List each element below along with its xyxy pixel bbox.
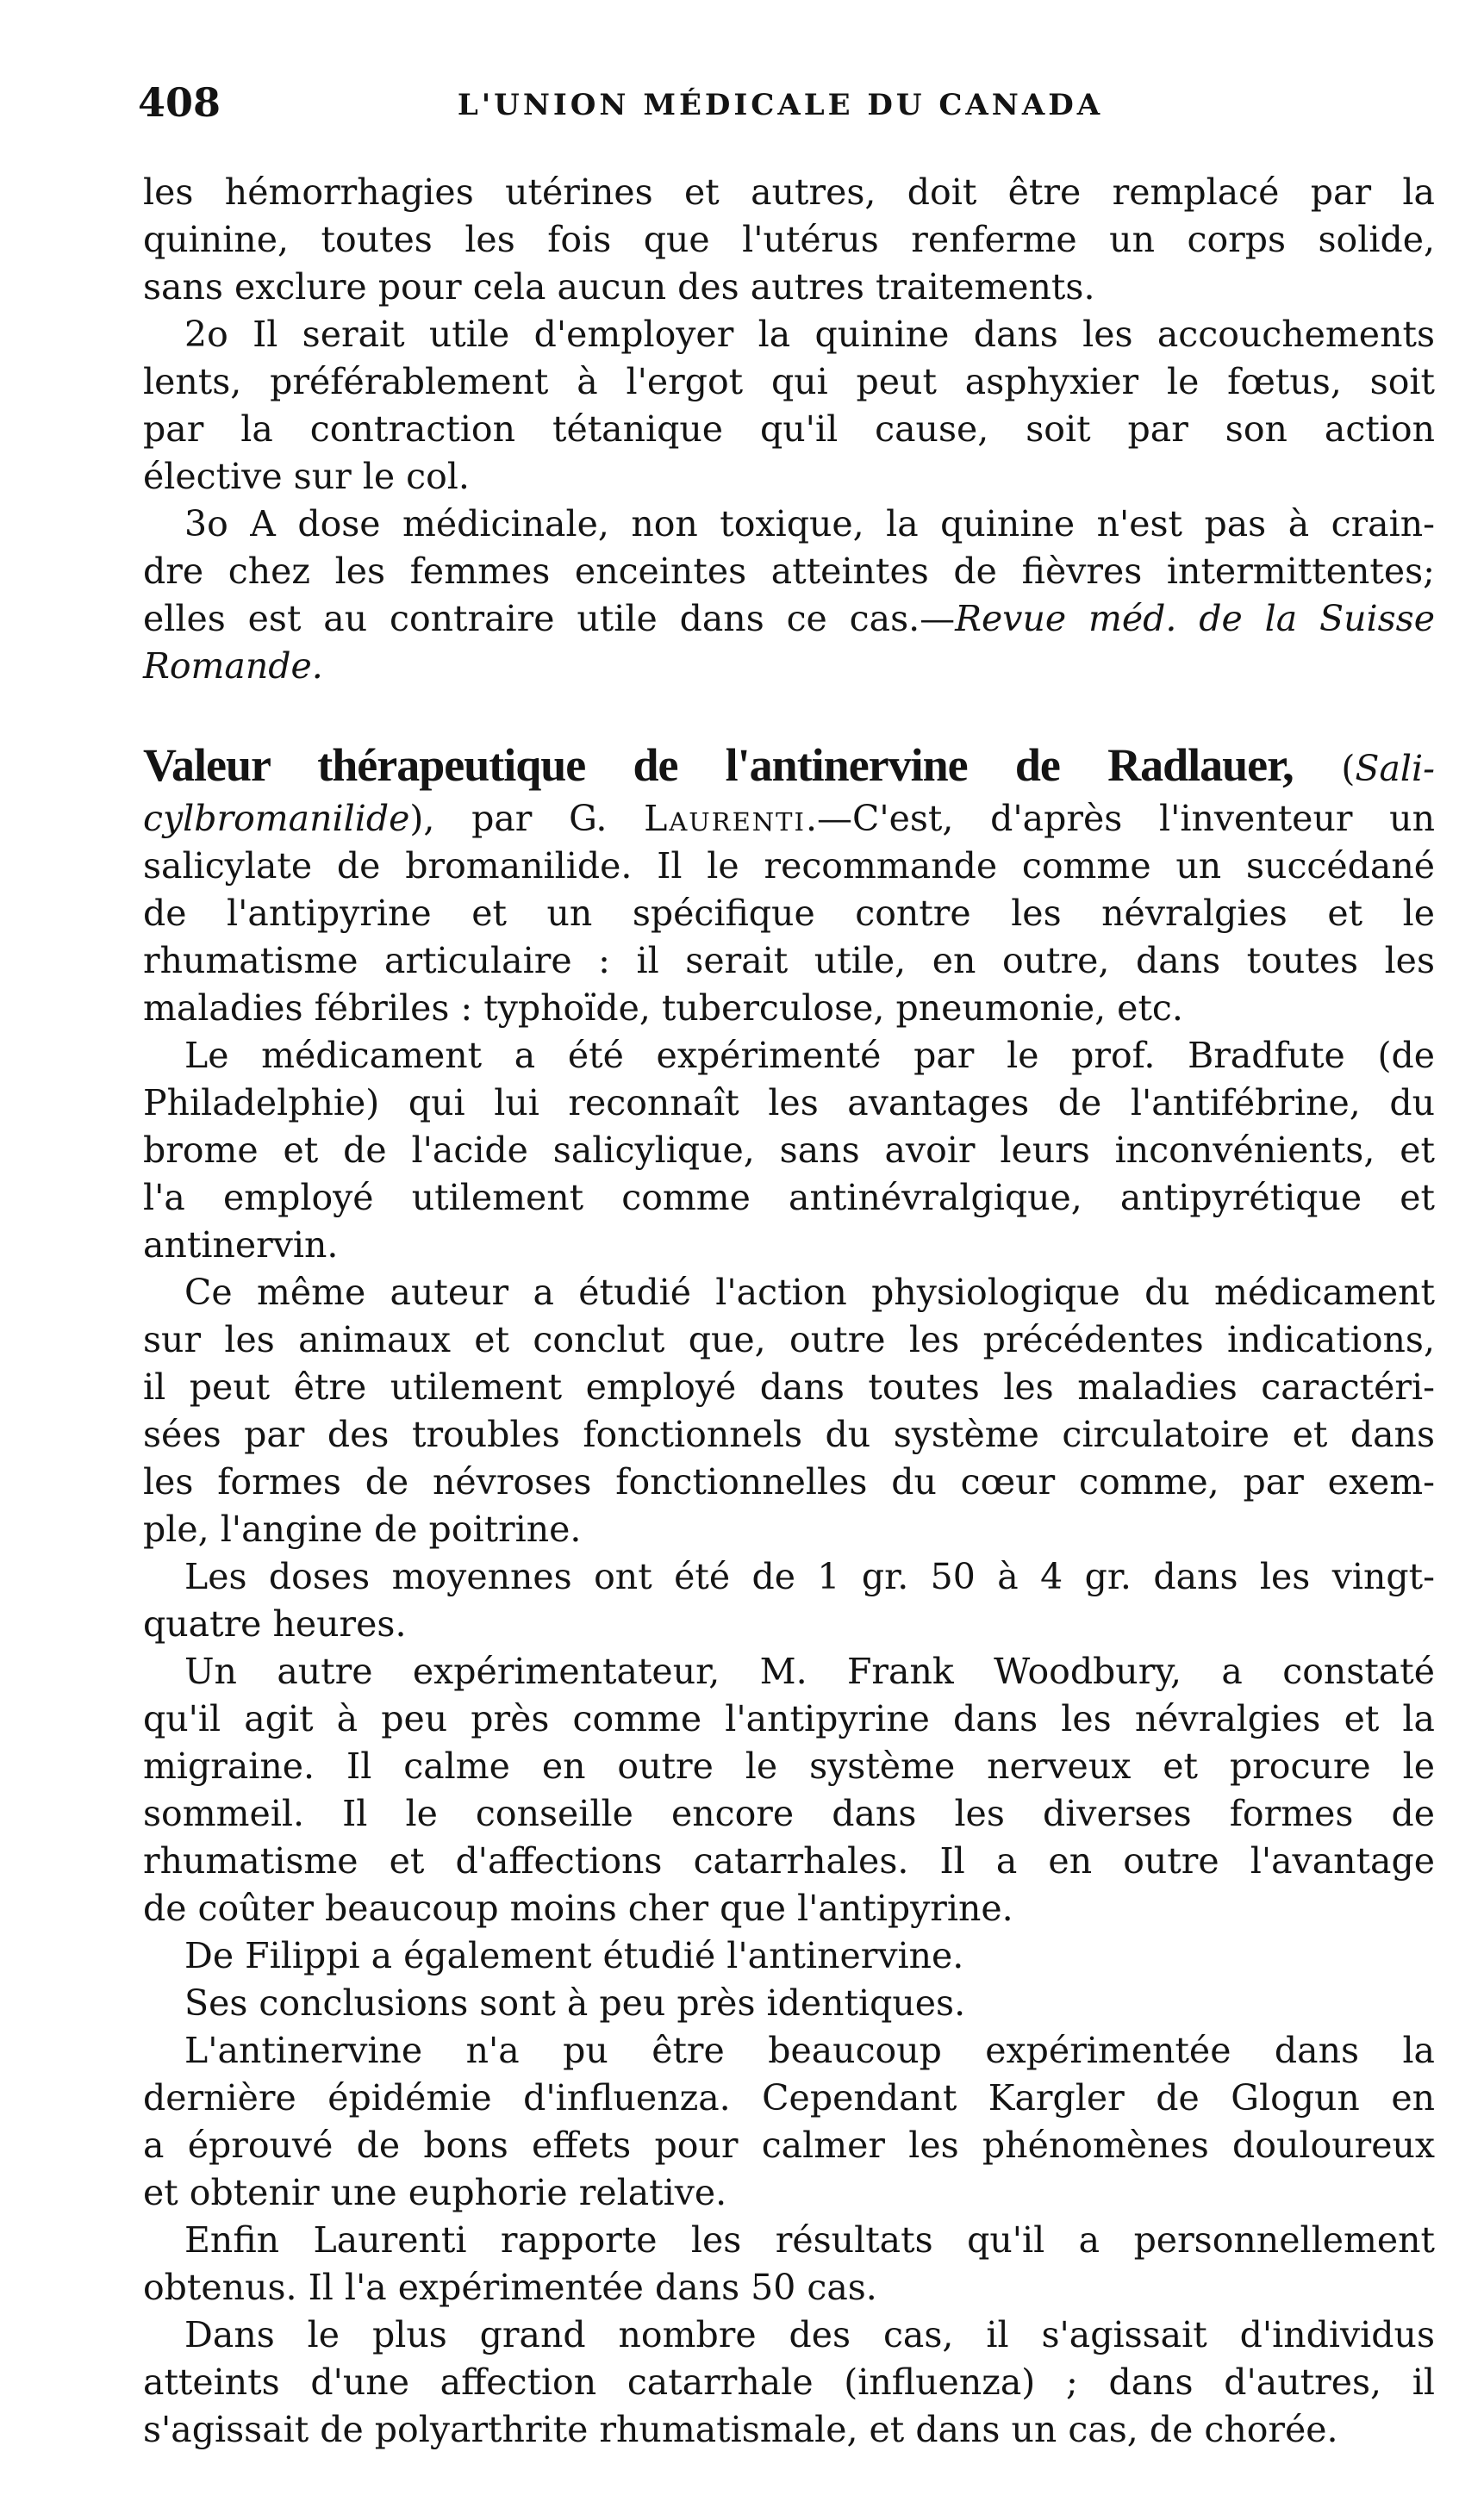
text-span: elles est au contraire utile dans ce cas.— (143, 598, 956, 639)
text-line: L'antinervine n'a pu être beaucoup expérimentée dans la (184, 2030, 1435, 2071)
text-line: les hémorrhagies utérines et autres, doit être remplacé par la (143, 171, 1435, 213)
text-line: s'agissait de polyarthrite rhumatismale, et dans un cas, de chorée. (143, 2409, 1338, 2450)
text-line: maladies fébriles : typhoïde, tuberculose, pneumonie, etc. (143, 987, 1183, 1029)
text-line: Dans le plus grand nombre des cas, il s'agissait d'individus (184, 2314, 1435, 2355)
text-line: sommeil. Il le conseille encore dans les diverses formes de (143, 1793, 1435, 1834)
text-line: quatre heures. (143, 1603, 407, 1645)
text-line: brome et de l'acide salicylique, sans avoir leurs inconvénients, et (143, 1129, 1435, 1171)
text-line: Les doses moyennes ont été de 1 gr. 50 à 4 gr. dans les vingt- (184, 1556, 1435, 1597)
text-line: qu'il agit à peu près comme l'antipyrine dans les névralgies et la (143, 1698, 1435, 1739)
paragraph (143, 1553, 1435, 1648)
text-line: obtenus. Il l'a expérimentée dans 50 cas. (143, 2267, 877, 2308)
article-heading-line (143, 739, 1435, 795)
paragraph (143, 2027, 1435, 2217)
text-line: salicylate de bromanilide. Il le recommande comme un succédané (143, 845, 1435, 887)
text-line: antinervin. (143, 1224, 339, 1266)
text-line: de coûter beaucoup moins cher que l'antipyrine. (143, 1888, 1013, 1929)
text-line: a éprouvé de bons effets pour calmer les phénomènes douloureux (143, 2125, 1435, 2166)
paragraph (143, 2217, 1435, 2312)
citation-italic: Romande. (143, 645, 323, 687)
paragraph (143, 1932, 1435, 1980)
text-line: les formes de névroses fonctionnelles du cœur comme, par exem- (143, 1461, 1435, 1503)
body-text (143, 169, 1435, 2454)
text-span: ), par G. (409, 798, 645, 839)
paragraph (143, 1032, 1435, 1269)
text-line: Ce même auteur a étudié l'action physiologique du médicament (184, 1272, 1435, 1313)
text-line (143, 795, 1435, 843)
text-line: 3o A dose médicinale, non toxique, la quinine n'est pas à crain- (184, 503, 1435, 544)
text-line: atteints d'une affection catarrhale (influenza) ; dans d'autres, il (143, 2361, 1435, 2403)
text-line: dre chez les femmes enceintes atteintes de fièvres intermittentes; (143, 551, 1435, 592)
text-line: De Filippi a également étudié l'antinervine. (184, 1935, 964, 1976)
text-line: il peut être utilement employé dans toutes les maladies caractéri- (143, 1366, 1435, 1408)
article-title: Valeur thérapeutique de l'antinervine de Radlauer, (143, 739, 1294, 791)
author-name: Laurenti (644, 798, 806, 839)
text-line (143, 595, 1435, 643)
text-line: quinine, toutes les fois que l'utérus renferme un corps solide, (143, 219, 1435, 260)
page-number: 408 (138, 79, 221, 126)
text-line: Un autre expérimentateur, M. Frank Woodbury, a constaté (184, 1651, 1435, 1692)
text-line: l'a employé utilement comme antinévralgique, antipyrétique et (143, 1177, 1435, 1218)
text-line: Ses conclusions sont à peu près identiques. (184, 1982, 966, 2024)
text-line: sur les animaux et conclut que, outre les précédentes indications, (143, 1319, 1435, 1360)
text-line: 2o Il serait utile d'employer la quinine dans les accouchements (184, 314, 1435, 355)
text-line: lents, préférablement à l'ergot qui peut asphyxier le fœtus, soit (143, 361, 1435, 402)
paragraph (143, 1980, 1435, 2027)
text-span: .—C'est, d'après l'inventeur un (805, 798, 1435, 839)
text-line: et obtenir une euphorie relative. (143, 2172, 727, 2213)
paragraph (143, 1648, 1435, 1932)
text-line: sées par des troubles fonctionnels du système circulatoire et dans (143, 1414, 1435, 1455)
section-gap (143, 690, 1435, 742)
text-line: migraine. Il calme en outre le système nerveux et procure le (143, 1745, 1435, 1787)
text-line: Enfin Laurenti rapporte les résultats qu'il a personnellement (184, 2219, 1435, 2261)
title-italic: Sali- (1355, 748, 1435, 789)
running-title: L'UNION MÉDICALE DU CANADA (457, 88, 1104, 122)
text-line: par la contraction tétanique qu'il cause, soit par son action (143, 408, 1435, 450)
text-line: élective sur le col. (143, 456, 470, 497)
title-italic: cylbromanilide (143, 798, 410, 839)
text-line: rhumatisme et d'affections catarrhales. Il a en outre l'avantage (143, 1840, 1435, 1882)
article-paragraphs (143, 1032, 1435, 2454)
text-line: sans exclure pour cela aucun des autres traitements. (143, 266, 1095, 308)
title-paren: ( (1341, 748, 1356, 789)
text-line: Le médicament a été expérimenté par le prof. Bradfute (de (184, 1035, 1435, 1076)
text-line: dernière épidémie d'influenza. Cependant Kargler de Glogun en (143, 2077, 1435, 2119)
text-line: de l'antipyrine et un spécifique contre les névralgies et le (143, 893, 1435, 934)
paragraph (143, 1269, 1435, 1553)
page-header (138, 79, 1423, 131)
text-line: Philadelphie) qui lui reconnaît les avantages de l'antifébrine, du (143, 1082, 1435, 1123)
paragraph (143, 2312, 1435, 2454)
text-line: ple, l'angine de poitrine. (143, 1509, 582, 1550)
text-line: rhumatisme articulaire : il serait utile, en outre, dans toutes les (143, 940, 1435, 981)
citation-italic: Revue méd. de la Suisse (955, 598, 1435, 639)
